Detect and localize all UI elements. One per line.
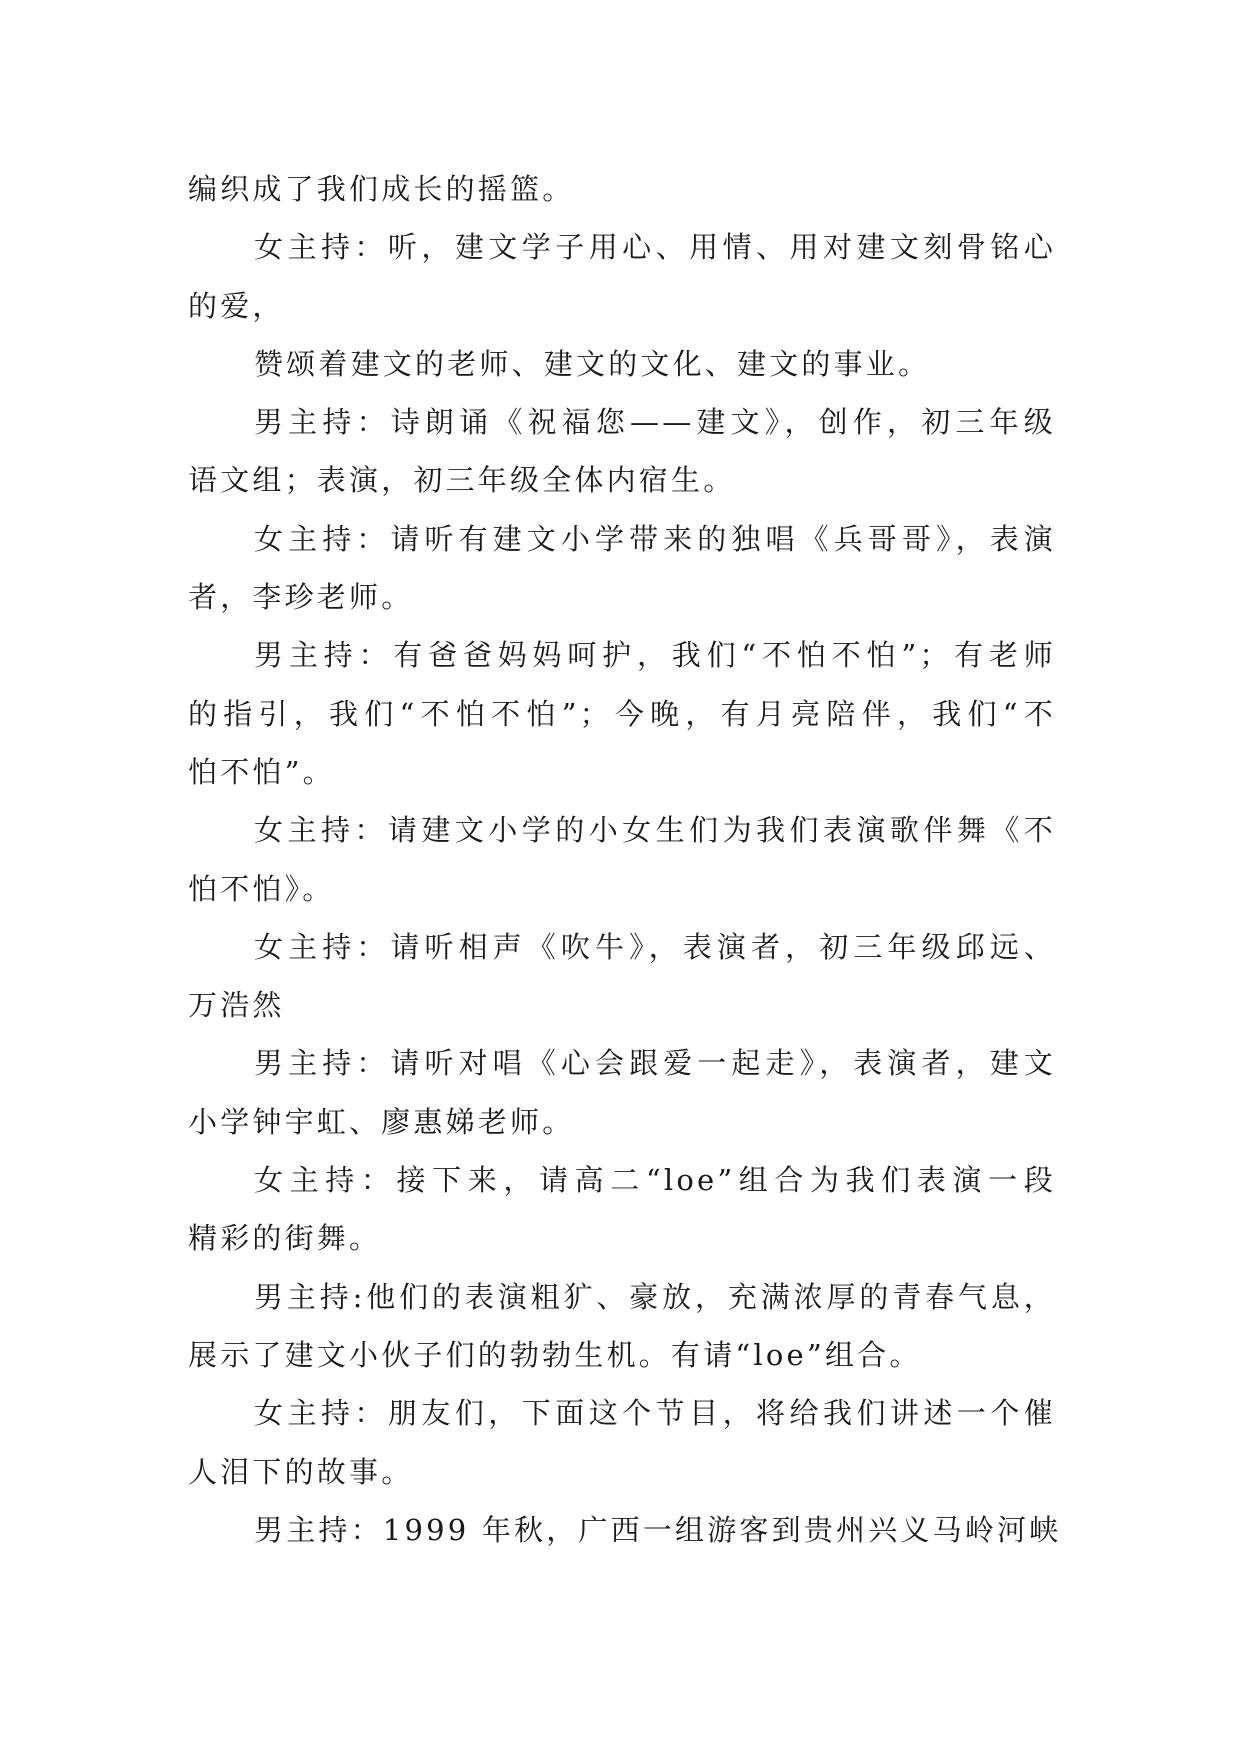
- text-line: 赞颂着建文的老师、建文的文化、建文的事业。: [254, 346, 931, 381]
- text-line: 男主持：请听对唱《心会跟爱一起走》，表演者，建文: [254, 1046, 1056, 1081]
- text-line: 小学钟宇虹、廖惠娣老师。: [188, 1104, 575, 1139]
- text-line: 男主持：诗朗诵《祝福您——建文》，创作，初三年级: [254, 405, 1056, 440]
- text-line: 男主持：有爸爸妈妈呵护，我们“不怕不怕”；有老师: [254, 638, 1056, 673]
- paragraph-6: [188, 626, 1056, 801]
- text-line: 人泪下的故事。: [188, 1454, 414, 1489]
- text-line: 者，李珍老师。: [188, 580, 414, 615]
- text-line: 怕不怕》。: [188, 871, 335, 906]
- text-line: 的爱，: [188, 288, 285, 323]
- text-line: 女主持：朋友们，下面这个节目，将给我们讲述一个催: [254, 1396, 1056, 1431]
- paragraph-9: [188, 1034, 1056, 1151]
- paragraph-4: [188, 393, 1056, 510]
- text-line: 精彩的街舞。: [188, 1221, 382, 1256]
- paragraph-3: [188, 335, 1056, 393]
- paragraph-2: [188, 218, 1056, 335]
- text-line: 男主持：1999 年秋，广西一组游客到贵州兴义马岭河峡: [254, 1512, 1062, 1547]
- paragraph-5: [188, 510, 1056, 627]
- paragraph-11: [188, 1268, 1056, 1385]
- paragraph-10: [188, 1151, 1056, 1268]
- text-line: 编织成了我们成长的摇篮。: [188, 172, 575, 206]
- paragraph-1: [188, 160, 1056, 218]
- paragraph-13: [188, 1501, 1062, 1559]
- text-line: 女主持：接下来，请高二“loe”组合为我们表演一段: [254, 1163, 1056, 1198]
- text-line: 的指引，我们“不怕不怕”；今晚，有月亮陪伴，我们“不: [188, 696, 1056, 731]
- text-line: 男主持:他们的表演粗犷、豪放，充满浓厚的青春气息，: [254, 1279, 1056, 1314]
- document-body: [188, 160, 1062, 1559]
- text-line: 女主持：请听有建文小学带来的独唱《兵哥哥》，表演: [254, 521, 1056, 556]
- text-line: 女主持：请建文小学的小女生们为我们表演歌伴舞《不: [254, 813, 1056, 848]
- text-line: 展示了建文小伙子们的勃勃生机。有请“loe”组合。: [188, 1337, 922, 1372]
- text-line: 怕不怕”。: [188, 754, 335, 789]
- text-line: 女主持：请听相声《吹牛》，表演者，初三年级邱远、: [254, 929, 1056, 964]
- text-line: 万浩然: [188, 988, 285, 1023]
- text-line: 语文组；表演，初三年级全体内宿生。: [188, 463, 736, 498]
- paragraph-8: [188, 918, 1056, 1035]
- text-line: 女主持：听，建文学子用心、用情、用对建文刻骨铭心: [254, 230, 1056, 265]
- paragraph-12: [188, 1384, 1056, 1501]
- paragraph-7: [188, 801, 1056, 918]
